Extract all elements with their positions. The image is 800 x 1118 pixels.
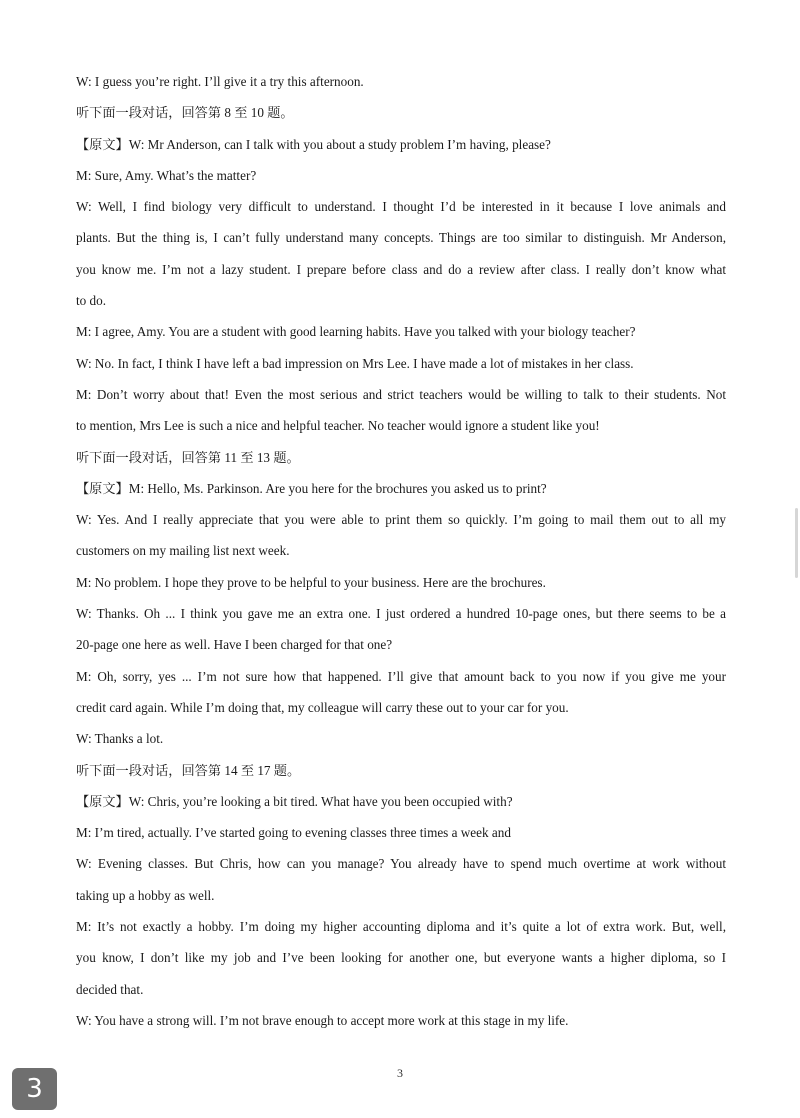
text-line: M: I’m tired, actually. I’ve started going to evening classes three times a week and (76, 825, 511, 841)
text-line: M: Sure, Amy. What’s the matter? (76, 167, 257, 183)
scrollbar-thumb[interactable] (795, 508, 798, 578)
text-line: to mention, Mrs Lee is such a nice and helpful teacher. No teacher would ignore a student like you! (76, 418, 600, 434)
text-line: W: Well, I find biology very difficult to understand. I thought I’d be interested in it because I love animals and (76, 199, 726, 215)
text-line: W: I guess you’re right. I’ll give it a try this afternoon. (76, 74, 364, 89)
text-line: customers on my mailing list next week. (76, 543, 290, 559)
section-heading: 听下面一段对话，回答第 11 至 13 题。 (76, 449, 300, 465)
section-heading: 听下面一段对话，回答第 8 至 10 题。 (76, 105, 294, 121)
text-line: W: You have a strong will. I’m not brave enough to accept more work at this stage in my life. (76, 1012, 569, 1028)
text-line: credit card again. While I’m doing that, my colleague will carry these out to your car for you. (76, 699, 569, 715)
text-line: plants. But the thing is, I can’t fully understand many concepts. Things are too similar to distinguish. Mr Anderson, (76, 230, 726, 246)
text-line: W: Thanks. Oh ... I think you gave me an extra one. I just ordered a hundred 10-page ones, but there seems to be a (76, 606, 726, 622)
text-line: M: No problem. I hope they prove to be helpful to your business. Here are the brochures. (76, 574, 546, 590)
text-line: W: Thanks a lot. (76, 731, 164, 747)
text-line: you know me. I’m not a lazy student. I prepare before class and do a review after class. I really don’t know what (76, 261, 726, 277)
document-body (76, 66, 726, 1036)
text-line: M: Don’t worry about that! Even the most serious and strict teachers would be willing to talk to their students. Not (76, 386, 726, 402)
text-line: taking up a hobby as well. (76, 887, 215, 903)
text-line: 【原文】W: Chris, you’re looking a bit tired. What have you been occupied with? (76, 793, 513, 809)
text-line: M: I agree, Amy. You are a student with good learning habits. Have you talked with your biology teacher? (76, 324, 636, 340)
text-line: M: It’s not exactly a hobby. I’m doing my higher accounting diploma and it’s quite a lot of extra work. But, well, (76, 919, 726, 935)
text-line: M: Oh, sorry, yes ... I’m not sure how that happened. I’ll give that amount back to you now if you give me your (76, 668, 726, 684)
section-heading: 听下面一段对话，回答第 14 至 17 题。 (76, 762, 301, 778)
text-line: W: Yes. And I really appreciate that you were able to print them so quickly. I’m going to mail them out to all my (76, 512, 726, 528)
text-line: 【原文】M: Hello, Ms. Parkinson. Are you here for the brochures you asked us to print? (76, 480, 547, 496)
text-line: 【原文】W: Mr Anderson, can I talk with you about a study problem I’m having, please? (76, 136, 551, 152)
text-line: W: Evening classes. But Chris, how can you manage? You already have to spend much overtime at work without (76, 856, 726, 872)
page-indicator-badge[interactable]: 3 (12, 1068, 57, 1110)
page-number: 3 (397, 1066, 403, 1080)
text-line: W: No. In fact, I think I have left a bad impression on Mrs Lee. I have made a lot of mistakes in her class. (76, 355, 634, 371)
text-line: to do. (76, 293, 107, 309)
text-line: decided that. (76, 981, 144, 997)
text-line: 20-page one here as well. Have I been charged for that one? (76, 637, 393, 653)
text-line: you know, I don’t like my job and I’ve been looking for another one, but everyone wants a higher diploma, so I (76, 950, 726, 966)
